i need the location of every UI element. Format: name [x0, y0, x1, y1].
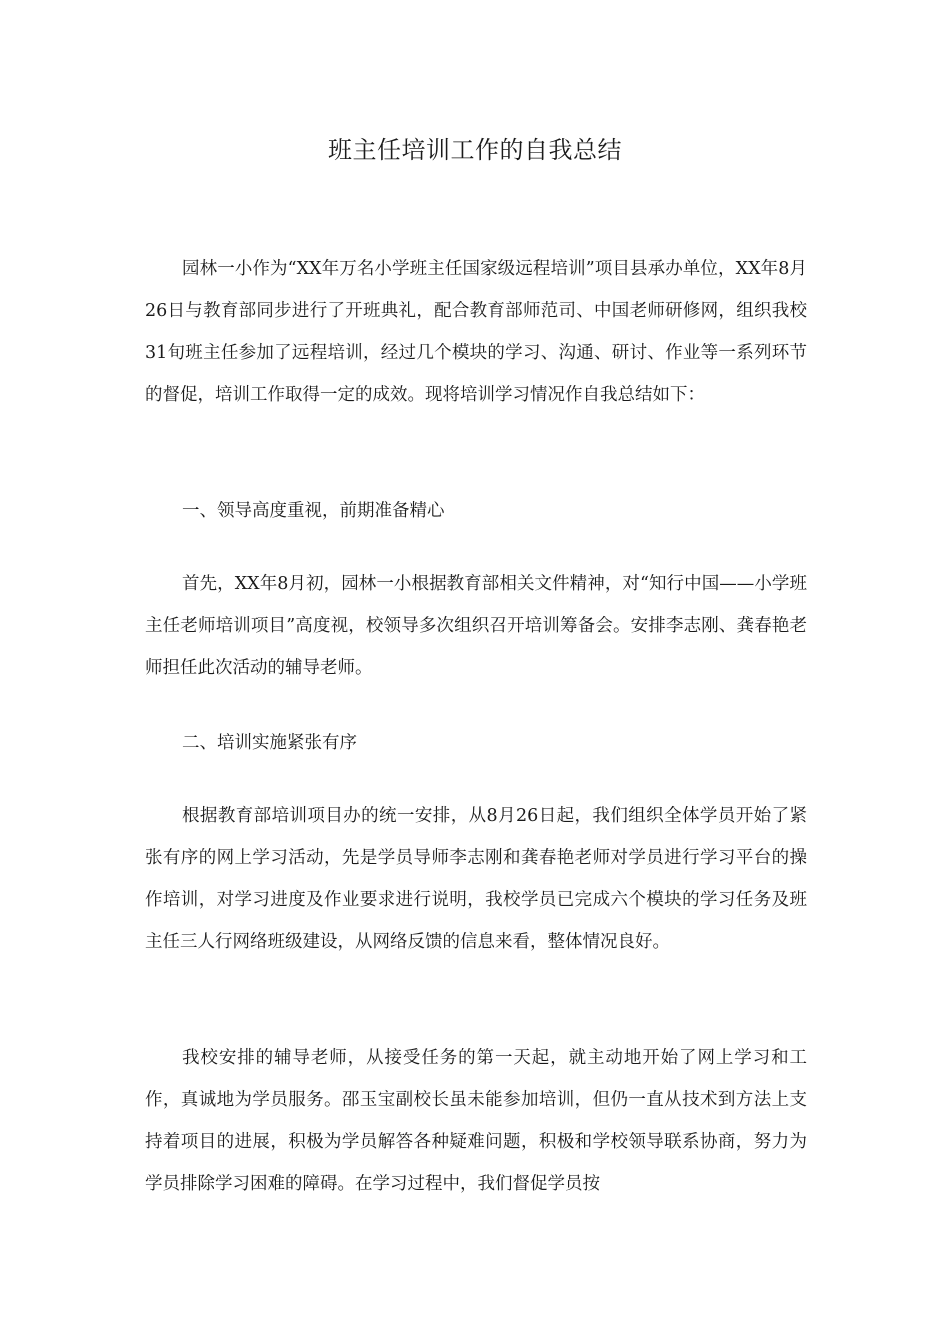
section-heading-1: 一、领导高度重视，前期准备精心 [182, 501, 445, 521]
document-title: 班主任培训工作的自我总结 [328, 136, 622, 164]
paragraph-preparation: 首先，XX年8月初，园林一小根据教育部相关文件精神，对“知行中国——小学班主任老师培训项目”高度视，校领导多次组织召开培训筹备会。安排李志刚、龚春艳老师担任此次活动的辅导老师。 [145, 574, 807, 678]
paragraph-intro: 园林一小作为“XX年万名小学班主任国家级远程培训”项目县承办单位，XX年8月26日与教育部同步进行了开班典礼，配合教育部师范司、中国老师研修网，组织我校31旬班主任参加了远程培训，经过几个模块的学习、沟通、研讨、作业等一系列环节的督促，培训工作取得一定的成效。现将培训学习情况作自我总结如下： [145, 259, 807, 405]
section-heading-2: 二、培训实施紧张有序 [182, 733, 357, 753]
paragraph-tutors: 我校安排的辅导老师，从接受任务的第一天起，就主动地开始了网上学习和工作，真诚地为学员服务。邵玉宝副校长虽未能参加培训，但仍一直从技术到方法上支持着项目的进展，积极为学员解答各种疑难问题，积极和学校领导联系协商，努力为学员排除学习困难的障碍。在学习过程中，我们督促学员按 [145, 1048, 807, 1194]
paragraph-implementation: 根据教育部培训项目办的统一安排，从8月26日起，我们组织全体学员开始了紧张有序的网上学习活动，先是学员导师李志刚和龚春艳老师对学员进行学习平台的操作培训，对学习进度及作业要求进行说明，我校学员已完成六个模块的学习任务及班主任三人行网络班级建设，从网络反馈的信息来看，整体情况良好。 [145, 806, 807, 952]
